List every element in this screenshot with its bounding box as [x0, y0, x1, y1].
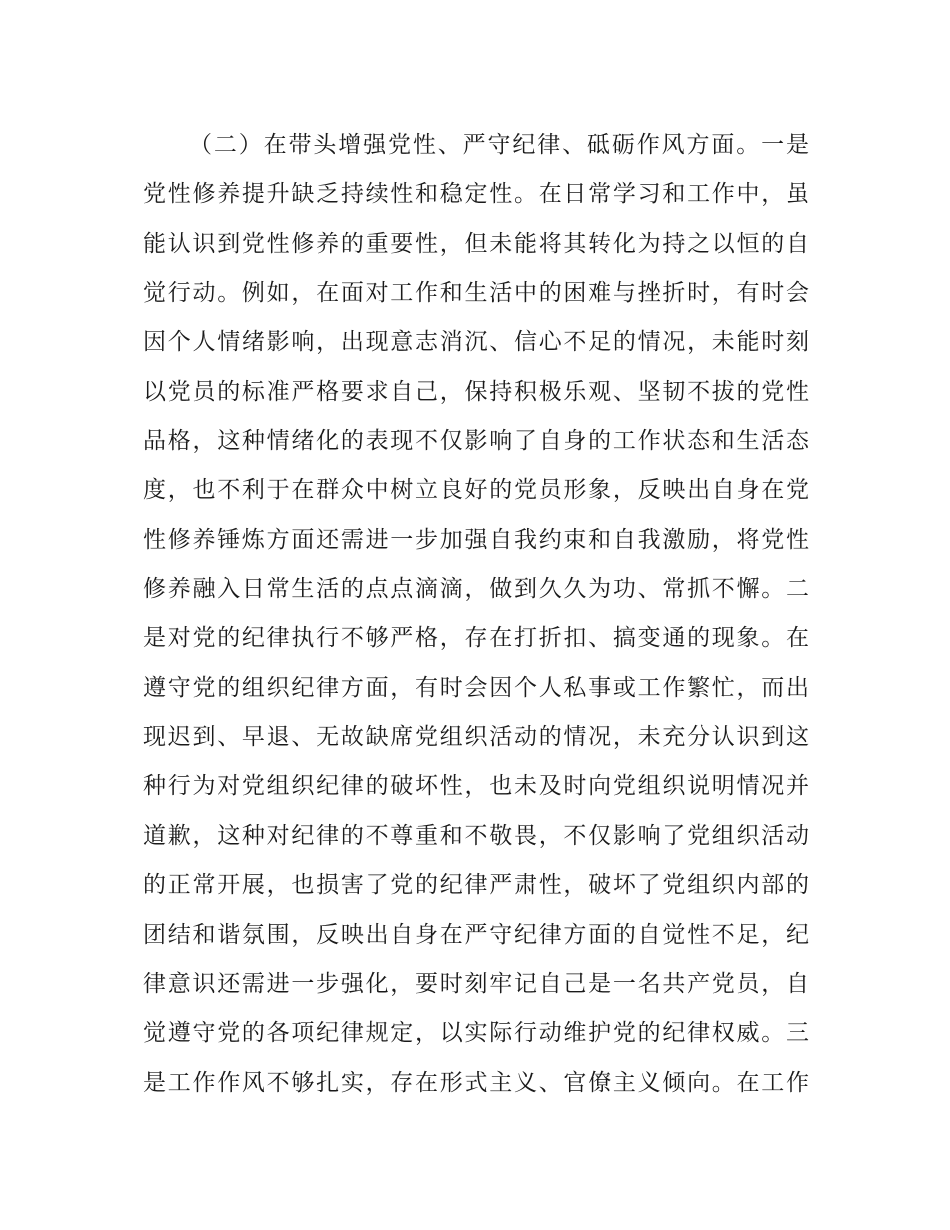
paragraph-line-14: 种行为对党组织纪律的破坏性，也未及时向党组织说明情况并 — [143, 773, 809, 800]
paragraph-line-12: 遵守党的组织纪律方面，有时会因个人私事或工作繁忙，而出 — [143, 674, 809, 701]
paragraph-line-20: 是工作作风不够扎实，存在形式主义、官僚主义倾向。在工作 — [143, 1069, 809, 1096]
paragraph-line-2: 党性修养提升缺乏持续性和稳定性。在日常学习和工作中，虽 — [143, 181, 809, 208]
paragraph-line-5: 因个人情绪影响，出现意志消沉、信心不足的情况，未能时刻 — [143, 329, 809, 356]
body-paragraph — [143, 121, 809, 1108]
paragraph-line-3: 能认识到党性修养的重要性，但未能将其转化为持之以恒的自 — [143, 230, 809, 257]
paragraph-line-8: 度，也不利于在群众中树立良好的党员形象，反映出自身在党 — [143, 477, 809, 504]
paragraph-line-17: 团结和谐氛围，反映出自身在严守纪律方面的自觉性不足，纪 — [143, 921, 809, 948]
paragraph-line-9: 性修养锤炼方面还需进一步加强自我约束和自我激励，将党性 — [143, 526, 809, 553]
paragraph-line-11: 是对党的纪律执行不够严格，存在打折扣、搞变通的现象。在 — [143, 625, 809, 652]
paragraph-line-19: 觉遵守党的各项纪律规定，以实际行动维护党的纪律权威。三 — [143, 1020, 809, 1047]
paragraph-line-1: （二）在带头增强党性、严守纪律、砥砺作风方面。一是 — [189, 132, 809, 158]
paragraph-line-18: 律意识还需进一步强化，要时刻牢记自己是一名共产党员，自 — [143, 970, 809, 997]
paragraph-line-10: 修养融入日常生活的点点滴滴，做到久久为功、常抓不懈。二 — [143, 576, 809, 603]
paragraph-line-6: 以党员的标准严格要求自己，保持积极乐观、坚韧不拔的党性 — [143, 378, 809, 405]
paragraph-line-7: 品格，这种情绪化的表现不仅影响了自身的工作状态和生活态 — [143, 428, 809, 455]
paragraph-line-16: 的正常开展，也损害了党的纪律严肃性，破坏了党组织内部的 — [143, 872, 809, 899]
paragraph-line-15: 道歉，这种对纪律的不尊重和不敬畏，不仅影响了党组织活动 — [143, 822, 809, 849]
paragraph-line-13: 现迟到、早退、无故缺席党组织活动的情况，未充分认识到这 — [143, 724, 809, 751]
paragraph-line-4: 觉行动。例如，在面对工作和生活中的困难与挫折时，有时会 — [143, 280, 809, 307]
